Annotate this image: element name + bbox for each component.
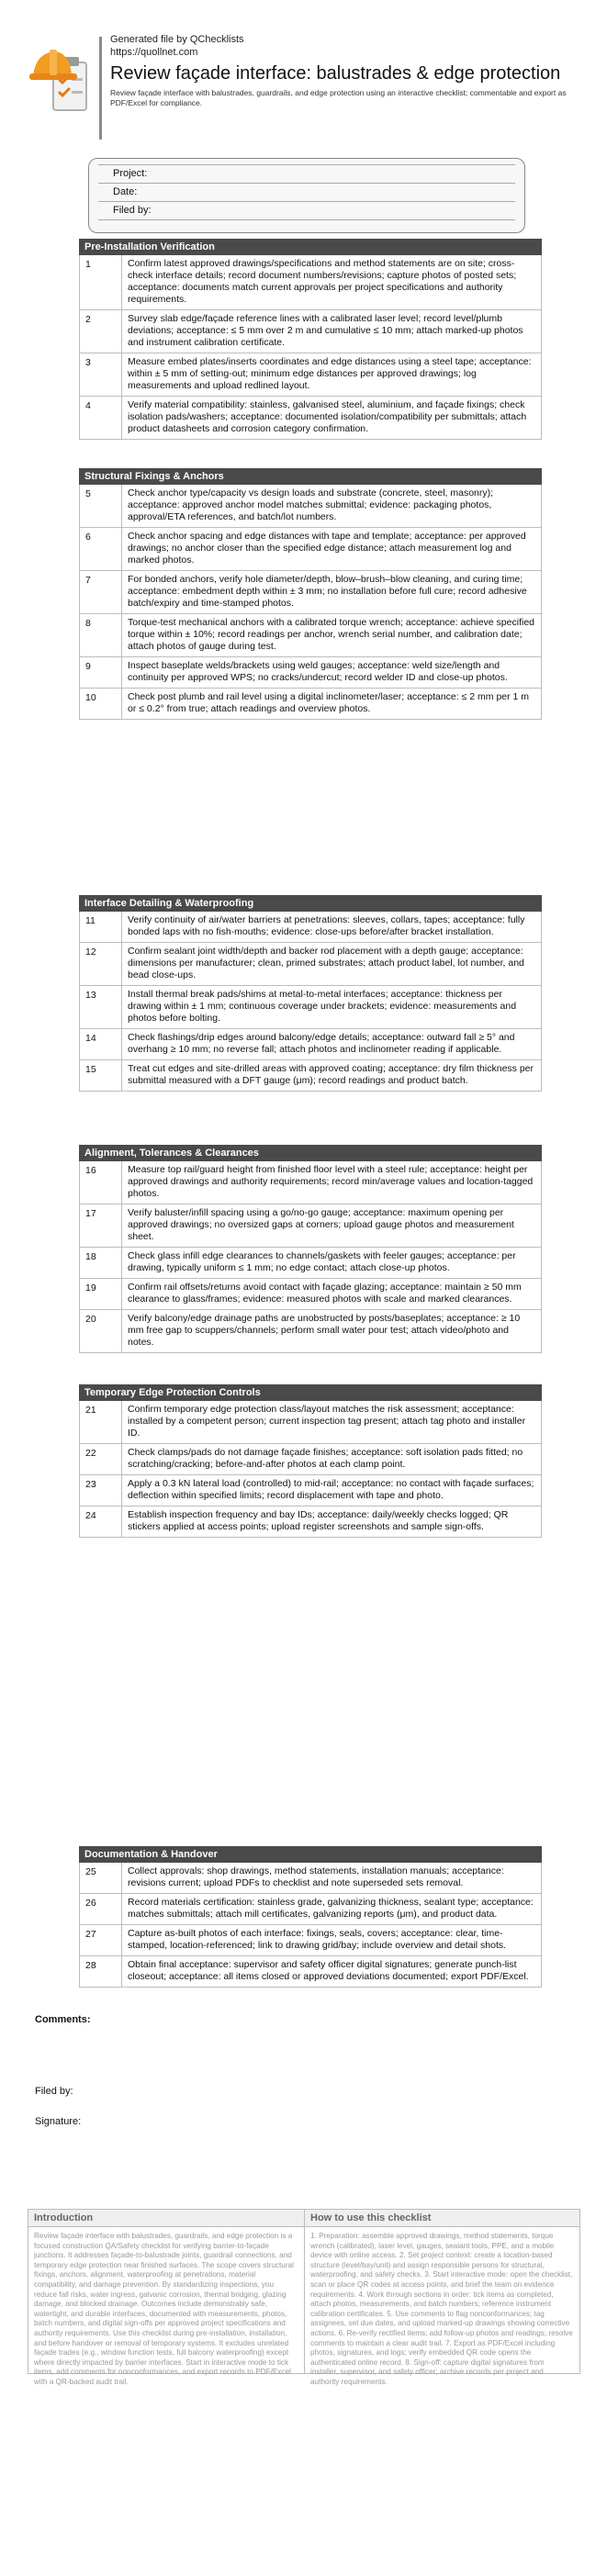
item-number: 15 xyxy=(80,1060,122,1091)
project-field[interactable]: Project: xyxy=(98,164,515,184)
item-number: 28 xyxy=(80,1956,122,1987)
item-text: Check anchor spacing and edge distances with tape and template; acceptance: per approved drawings; no anchor closer than the specified edge distance; attach measurement log and marked photos. xyxy=(128,531,526,566)
section-documentation-handover xyxy=(79,1846,542,1988)
item-text: Obtain final acceptance: supervisor and safety officer digital signatures; generate punch-list closeout; acceptance: all items closed or approved deviations documented; export PDF/Excel. xyxy=(128,1959,529,1982)
checklist-item[interactable] xyxy=(79,353,542,397)
date-field[interactable]: Date: xyxy=(98,184,515,202)
page-title: Review façade interface: balustrades & edge protection xyxy=(110,63,561,84)
section-title: Pre-Installation Verification xyxy=(79,239,542,255)
item-text: Confirm rail offsets/returns avoid contact with façade glazing; acceptance: maintain ≥ 50 mm clearance to glass/frames; evidence: measured photos with scale and marked clearances. xyxy=(128,1282,522,1305)
section-pre-installation xyxy=(79,239,542,440)
checklist-item[interactable] xyxy=(79,1475,542,1506)
generated-by: Generated file by QChecklists xyxy=(110,34,244,45)
item-number: 20 xyxy=(80,1310,122,1352)
hardhat-checklist-logo-icon xyxy=(29,42,96,116)
section-title: Alignment, Tolerances & Clearances xyxy=(79,1145,542,1161)
introduction-heading: Introduction xyxy=(28,2210,304,2227)
item-number: 10 xyxy=(80,689,122,719)
item-text: Record materials certification: stainless grade, galvanizing thickness, sealant type; acceptance: matches submittals; attach mill certificates, galvanizing reports (μm), and product data. xyxy=(128,1897,534,1920)
item-number: 16 xyxy=(80,1161,122,1204)
checklist-item[interactable] xyxy=(79,1863,542,1894)
checklist-item[interactable] xyxy=(79,657,542,689)
checklist-item[interactable] xyxy=(79,1161,542,1204)
checklist-item[interactable] xyxy=(79,1204,542,1248)
item-number: 5 xyxy=(80,485,122,527)
checklist-item[interactable] xyxy=(79,1060,542,1092)
how-to-text: 1. Preparation: assemble approved drawings, method statements, torque wrench (calibrated), laser level, gauges, sealant tools, PPE, and a mobile device with online access. 2. Set project context: create a location-based structure (level/bay/unit) and assign responsible persons for structural, waterproofing, and safety checks. 3. Start interactive mode: open the checklist, scan or place QR codes at access points, and brief the team on evidence requirements. 4. Work through sections in order: tick items as completed, attach photos, measurements, and batch numbers; reference instrument calibration certificates. 5. Use comments to flag nonconformances; tag assignees, set due dates, and upload marked-up drawings showing corrective actions. 6. Re-verify rectified items; add follow-up photos and readings; resolve comments to maintain a clear audit trail. 7. Export as PDF/Excel including photos, signatures, and logs; verify embedded QR code opens the authenticated online record. 8. Sign-off: capture digital signatures from installer, supervisor, and safety officer; archive records per project and authority requirements. xyxy=(310,2232,573,2386)
comments-label[interactable]: Comments: xyxy=(35,2014,91,2025)
item-text: Verify material compatibility: stainless, galvanised steel, aluminium, and façade fixings; check isolation pads/washers; acceptance: documented isolation/compatibility per submittals; attach product datasheets and corrosion category confirmation. xyxy=(128,399,527,434)
how-to-heading: How to use this checklist xyxy=(305,2210,579,2227)
signature-label[interactable]: Signature: xyxy=(35,2116,82,2127)
checklist-item[interactable] xyxy=(79,1894,542,1925)
item-number: 9 xyxy=(80,657,122,688)
item-number: 8 xyxy=(80,614,122,656)
checklist-item[interactable] xyxy=(79,1444,542,1475)
filed-by-label[interactable]: Filed by: xyxy=(35,2086,73,2097)
checklist-item[interactable] xyxy=(79,1310,542,1353)
item-text: Treat cut edges and site-drilled areas with approved coating; acceptance: dry film thickness per submittal measured with a DFT gauge (μm); record readings and product batch. xyxy=(128,1063,534,1086)
item-text: Confirm temporary edge protection class/layout matches the risk assessment; acceptance: installed by a competent person; current inspection tag present; attach tag photo and installer ID. xyxy=(128,1404,526,1439)
header-divider xyxy=(99,37,102,140)
item-number: 21 xyxy=(80,1401,122,1443)
item-number: 2 xyxy=(80,310,122,353)
checklist-item[interactable] xyxy=(79,528,542,571)
item-number: 25 xyxy=(80,1863,122,1893)
section-title: Structural Fixings & Anchors xyxy=(79,468,542,485)
project-info-box xyxy=(88,158,525,233)
item-text: Inspect baseplate welds/brackets using weld gauges; acceptance: weld size/length and continuity per approved WPS; no cracks/undercut; record welder ID and close-up photos. xyxy=(128,660,508,683)
item-text: For bonded anchors, verify hole diameter/depth, blow–brush–blow cleaning, and curing time; acceptance: embedment depth within ± 3 mm; no installation before full cure; record adhesive batch/expiry and time-stamped photos. xyxy=(128,574,527,609)
introduction-text: Review façade interface with balustrades, guardrails, and edge protection is a focused construction QA/Safety checklist for verifying barrier-to-façade junctions. It addresses façade-to-balustrade joints, guardrail connections, and temporary edge protection near finished surfaces. The scope covers structural fixings, anchors, alignment, waterproofing at penetrations, material compatibility, and damage prevention. By standardizing inspections, you reduce fall risks, water ingress, galvanic corrosion, thermal bridging, glazing damage, and blocked drainage. Outcomes include demonstrably safe, watertight, and durable interfaces, documented with measurements, photos, batch numbers, and digital sign-offs per approved project specifications and authority requirements. Use this checklist during pre-installation, installation, and before handover or removal of temporary systems. It excludes unrelated façade trades (e.g., window function tests, full balcony waterproofing) except where directly impacted by barrier interfaces. Start in interactive mode to tick items, add comments for nonconformances, and export records to PDF/Excel with a QR-backed audit trail. xyxy=(34,2232,294,2386)
item-text: Check clamps/pads do not damage façade finishes; acceptance: soft isolation pads fitted; no scratching/cracking; before-and-after photos at each clamp point. xyxy=(128,1447,523,1470)
item-number: 26 xyxy=(80,1894,122,1924)
checklist-item[interactable] xyxy=(79,614,542,657)
filed-by-field[interactable]: Filed by: xyxy=(98,202,515,220)
introduction-column xyxy=(28,2210,304,2386)
item-number: 27 xyxy=(80,1925,122,1955)
item-text: Capture as-built photos of each interface: fixings, seals, covers; acceptance: clear, time-stamped, location-referenced; link to drawing grid/bay; include overview and detail shots. xyxy=(128,1928,507,1951)
section-title: Interface Detailing & Waterproofing xyxy=(79,895,542,912)
item-text: Confirm sealant joint width/depth and backer rod placement with a depth gauge; acceptance: dimensions per manufacturer; clean, primed substrates; attach product label, lot number, and bead close-ups. xyxy=(128,946,524,980)
item-text: Collect approvals: shop drawings, method statements, installation manuals; acceptance: revisions current; upload PDFs to checklist and note superseded sets removal. xyxy=(128,1865,504,1888)
checklist-item[interactable] xyxy=(79,1029,542,1060)
checklist-item[interactable] xyxy=(79,912,542,943)
item-text: Install thermal break pads/shims at metal-to-metal interfaces; acceptance: thickness per drawing within ± 1 mm; continuous coverage under brackets; evidence: measurements and photos before bolting. xyxy=(128,989,517,1024)
item-number: 23 xyxy=(80,1475,122,1506)
section-interface-detailing xyxy=(79,895,542,1092)
item-number: 3 xyxy=(80,353,122,396)
checklist-item[interactable] xyxy=(79,1925,542,1956)
section-structural-fixings xyxy=(79,468,542,720)
item-text: Survey slab edge/façade reference lines with a calibrated laser level; record level/plumb deviations; acceptance: ≤ 5 mm over 2 m and cumulative ≤ 10 mm; attach marked-up photos and instrument calibration certificate. xyxy=(128,313,523,348)
checklist-item[interactable] xyxy=(79,1279,542,1310)
item-number: 22 xyxy=(80,1444,122,1474)
item-text: Measure top rail/guard height from finished floor level with a steel rule; acceptance: height per approved drawings and authority requirements; record min/average values and location-tagged photos. xyxy=(128,1164,534,1199)
checklist-item[interactable] xyxy=(79,1506,542,1538)
item-text: Torque-test mechanical anchors with a calibrated torque wrench; acceptance: achieve specified torque within ± 10%; record readings per anchor, wrench serial number, and calibration date; attach photos of gauge during test. xyxy=(128,617,534,652)
item-text: Verify baluster/infill spacing using a go/no-go gauge; acceptance: maximum opening per approved drawings; no oversized gaps at corners; upload gauge photos and measurement sheet. xyxy=(128,1207,514,1242)
item-number: 19 xyxy=(80,1279,122,1309)
item-number: 11 xyxy=(80,912,122,942)
section-title: Documentation & Handover xyxy=(79,1846,542,1863)
item-number: 6 xyxy=(80,528,122,570)
how-to-column xyxy=(304,2210,579,2386)
item-text: Apply a 0.3 kN lateral load (controlled) to mid-rail; acceptance: no contact with façade surfaces; deflection within specified limits; record displacement with tape and photo. xyxy=(128,1478,534,1501)
checklist-item[interactable] xyxy=(79,571,542,614)
checklist-item[interactable] xyxy=(79,1956,542,1988)
item-number: 14 xyxy=(80,1029,122,1059)
item-number: 4 xyxy=(80,397,122,439)
checklist-item[interactable] xyxy=(79,1248,542,1279)
document-header xyxy=(26,33,595,143)
checklist-item[interactable] xyxy=(79,943,542,986)
item-text: Check anchor type/capacity vs design loads and substrate (concrete, steel, masonry); acceptance: approved anchor model matches submittal; evidence: packaging photos, approval/ETA references, and batch/lot numbers. xyxy=(128,487,494,522)
section-alignment-tolerances xyxy=(79,1145,542,1353)
checklist-item[interactable] xyxy=(79,397,542,440)
item-number: 24 xyxy=(80,1506,122,1537)
section-temporary-edge-protection xyxy=(79,1384,542,1538)
item-number: 18 xyxy=(80,1248,122,1278)
item-number: 13 xyxy=(80,986,122,1028)
item-number: 12 xyxy=(80,943,122,985)
item-text: Measure embed plates/inserts coordinates and edge distances using a steel tape; acceptance: within ± 5 mm of setting-out; minimum edge distances per approved drawings; log measurements and upload redlined layout. xyxy=(128,356,532,391)
item-number: 7 xyxy=(80,571,122,613)
item-text: Verify balcony/edge drainage paths are unobstructed by posts/baseplates; acceptance: ≥ 10 mm free gap to scuppers/channels; perform small water pour test; attach video/photo and notes. xyxy=(128,1313,521,1348)
item-text: Verify continuity of air/water barriers at penetrations: sleeves, collars, tapes; acceptance: fully bonded laps with no fish-mouths; evidence: close-ups before/after bracket installation. xyxy=(128,914,525,937)
source-url[interactable]: https://quollnet.com xyxy=(110,47,198,58)
checklist-item[interactable] xyxy=(79,310,542,353)
item-text: Confirm latest approved drawings/specifications and method statements are on site; cross-check interface details; record document numbers/revisions; capture photos of posted sets; acceptance: documents match current approvals per project specifications and authority requirements. xyxy=(128,258,517,305)
item-number: 1 xyxy=(80,255,122,309)
section-title: Temporary Edge Protection Controls xyxy=(79,1384,542,1401)
item-number: 17 xyxy=(80,1204,122,1247)
checklist-item[interactable] xyxy=(79,689,542,720)
item-text: Check flashings/drip edges around balcony/edge details; acceptance: outward fall ≥ 5° and overhang ≥ 10 mm; no reverse fall; attach photos and inclinometer reading if applicable. xyxy=(128,1032,515,1055)
page-subtitle: Review façade interface with balustrades, guardrails, and edge protection using an interactive checklist; commentable and export as PDF/Excel for compliance. xyxy=(110,88,567,107)
checklist-item[interactable] xyxy=(79,485,542,528)
item-text: Establish inspection frequency and bay IDs; acceptance: daily/weekly checks logged; QR stickers applied at access points; upload register screenshots and sample sign-offs. xyxy=(128,1509,509,1532)
checklist-item[interactable] xyxy=(79,986,542,1029)
item-text: Check glass infill edge clearances to channels/gaskets with feeler gauges; acceptance: per drawing, typically uniform ≤ 1 mm; no edge contact; attach close-up photos. xyxy=(128,1250,516,1273)
item-text: Check post plumb and rail level using a digital inclinometer/laser; acceptance: ≤ 2 mm per 1 m or ≤ 0.2° from true; attach readings and overview photos. xyxy=(128,691,530,714)
checklist-item[interactable] xyxy=(79,1401,542,1444)
checklist-item[interactable] xyxy=(79,255,542,310)
info-panel xyxy=(28,2209,580,2386)
